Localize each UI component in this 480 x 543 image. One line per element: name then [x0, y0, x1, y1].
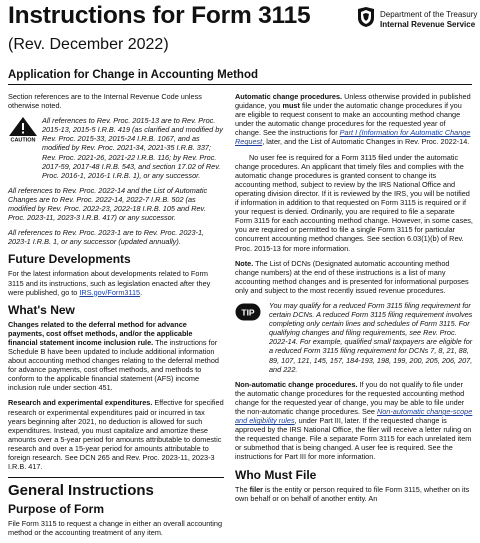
part-i-link[interactable]: Part I (Information for Automatic Change Request: [235, 128, 471, 147]
non-automatic-para: Non-automatic change procedures. If you do not qualify to file under the automatic change procedures for the requested accounting method change for the requested year of change, you may be able to file under the non-automatic change procedures. See Non-automatic change-scope and eligibility rules, under Part III, later. If the requested change is approved by the IRS National Office, the filer will receive a letter ruling on the requested change. File a separate Form 3115 for each unrelated item or submethod that is being changed. A user fee is required. See the instructions for Part III for more information.: [235, 379, 473, 462]
tip-text: You may qualify for a reduced Form 3115 filing requirement for certain DCNs. A reduced Form 3115 filing requirement involves completing only certain lines and schedules of Form 3115. For qualifying changes and filing requirements, see Rev. Proc. 2022-14. For example, qualified small taxpayers are eligible for a reduced Form 3115 filing requirement for DCNs 7, 8, 21, 88, 89, 107, 121, 145, 157, 184-193, 198, 199, 200, 205, 206, 207, and 222.: [269, 300, 473, 374]
future-developments-text: For the latest information about developments related to Form 3115 and its instructions, such as legislation enacted after they were published, go to IRS.gov/Form3115.: [8, 269, 211, 297]
caution-block: [8, 116, 224, 180]
revision-date: (Rev. December 2022): [8, 36, 169, 53]
form-subtitle: Application for Change in Accounting Method: [8, 69, 259, 81]
rev-proc-2023-1-note: All references to Rev. Proc. 2023-1 are to Rev. Proc. 2023-1, 2023-1 I.R.B. 1, or any successor (updated annually).: [8, 228, 205, 247]
form3115-link[interactable]: IRS.gov/Form3115: [79, 287, 141, 297]
tip-block: [235, 301, 473, 374]
user-fee-para: No user fee is required for a Form 3115 filed under the automatic change procedures. An applicant that timely files and complies with the automatic change procedures is granted consent to change its accounting method, subject to review by the IRS National Office and operating division director. If it is reviewed by the IRS, you will be notified if information in addition to that requested on Form 3115 is required or if your request is denied. Ordinarily, you are required to file a separate Form 3115 for each accounting method change. However, in some cases, you are required or permitted to file a single Form 3115 for particular concurrent accounting method changes. See section 6.03(1)(b) of Rev. Proc. 2015-13 for more information.: [235, 152, 473, 253]
left-column: [8, 92, 224, 543]
section-divider: [8, 477, 224, 478]
agency-line-1: Department of the Treasury: [380, 10, 478, 19]
who-must-file-heading: Who Must File: [235, 467, 317, 482]
future-developments-heading: Future Developments: [8, 252, 131, 267]
whats-new-heading: What's New: [8, 302, 75, 317]
automatic-change-para: Automatic change procedures. Unless otherwise provided in published guidance, you must file under the automatic change procedures if you are eligible to request consent to make an accounting method change under the automatic change procedures for the requested year of change. See the instructions for Part I (Information for Automatic Change Request, later, and the List of Automatic Changes in Rev. Proc. 2022-14.: [235, 92, 471, 147]
tip-icon: [235, 303, 261, 321]
general-instructions-heading: General Instructions: [8, 482, 154, 500]
right-column: [235, 92, 473, 509]
who-must-file-text: The filer is the entity or person required to file Form 3115, whether on its own behalf or on behalf of another entity. An: [235, 484, 470, 503]
note-para: Note. The List of DCNs (Designated automatic accounting method change numbers) at the end of these instructions is a list of many accounting method changes and is presented for informational purposes only and subject to the most recently issued revenue procedures.: [235, 258, 469, 295]
title-divider: [8, 84, 472, 85]
tip-label: TIP: [241, 307, 255, 318]
intro-text: Section references are to the Internal Revenue Code unless otherwise noted.: [8, 92, 202, 111]
whats-new-item-1: Changes related to the deferral method for advance payments, cost offset methods, and/or the applicable financial statement income inclusion rule. The instructions for Schedule B have been updated to include additional information about accounting method changes relating to the deferral method for advance payments, cost offset methods, and methods to conform to the applicable financial statement (AFS) income inclusion rule under section 451.: [8, 319, 219, 393]
irs-logo: [356, 6, 478, 46]
purpose-text: File Form 3115 to request a change in either an overall accounting method or the accounting treatment of any item.: [8, 519, 223, 538]
caution-label: CAUTION: [10, 137, 36, 143]
page-title: Instructions for Form 3115: [8, 2, 311, 29]
purpose-heading: Purpose of Form: [8, 502, 105, 517]
rev-proc-2022-14-note: All references to Rev. Proc. 2022-14 and the List of Automatic Changes are to Rev. Proc. 2022-14, 2022-7 I.R.B. 502 (as modified by Rev. Proc. 2022-23, 2022-18 I.R.B. 105 and Rev. Proc. 2023-11, 2023-3 I.R.B. 417) or any successor.: [8, 185, 208, 223]
caution-icon: [8, 116, 38, 142]
irs-eagle-icon: [356, 6, 376, 28]
agency-line-2: Internal Revenue Service: [380, 20, 476, 29]
non-automatic-link[interactable]: Non-automatic change-scope and eligibility rules: [235, 407, 473, 426]
caution-text: All references to Rev. Proc. 2015-13 are to Rev. Proc. 2015-13, 2015-5 I.R.B. 419 (as clarified and modified by Rev. Proc. 2015-33, 2015-24 I.R.B. 1067, and as modified by Rev. Proc. 2021-34, 2021-35 I.R.B. 337; Rev. Proc. 2021-26, 2021-22 I.R.B. 116; by Rev. Proc. 2017-59, 2017-48 I.R.B. 543, and section 17.02 of Rev. Proc. 2016-1, 2016-1 I.R.B. 1), or any successor.: [42, 116, 223, 180]
whats-new-item-2: Research and experimental expenditures. Effective for specified research or experimental expenditures paid or incurred in tax years beginning after 2021, no deduction is allowed for such expenditures. Instead, you must capitalize and amortize these amounts over a 5-year period for amounts attributable to domestic research and over a 15-year period for amounts attributable to foreign research. See DCN 265 and Rev. Proc. 2023-11, 2023-3 I.R.B. 417.: [8, 398, 224, 472]
